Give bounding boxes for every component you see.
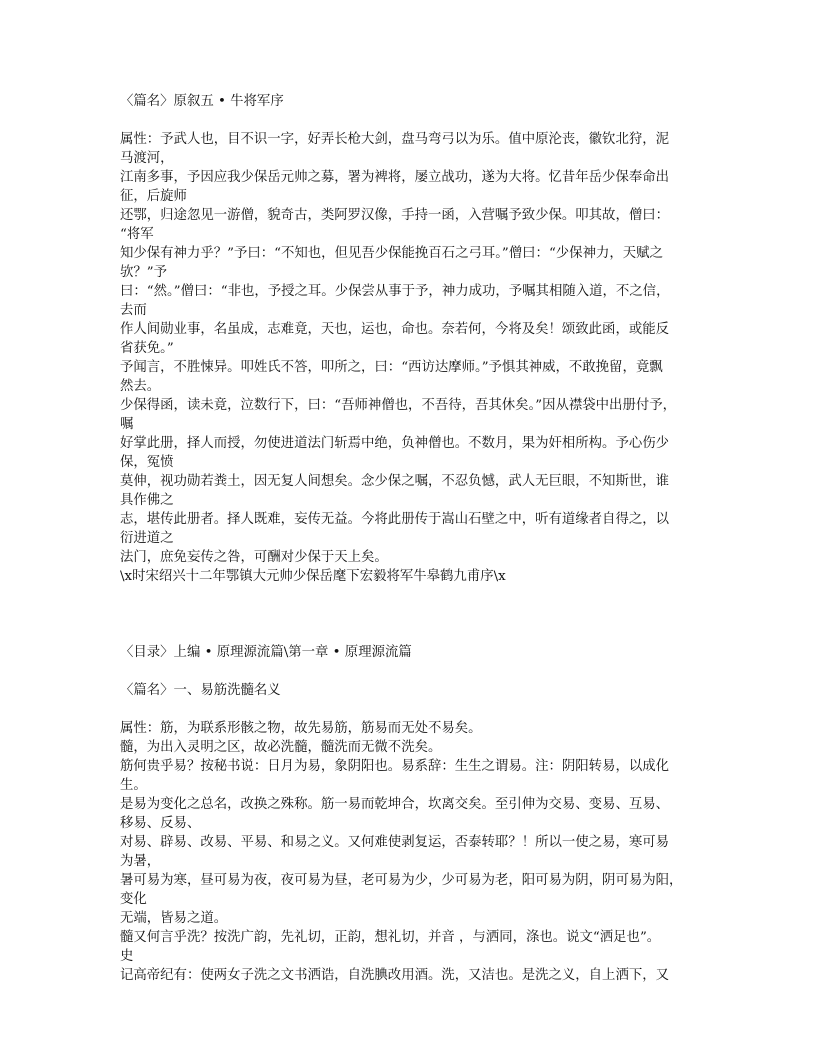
body-line: 暑可易为寒，昼可易为夜，夜可易为昼，老可易为少，少可易为老，阳可易为阴，阴可易为阳， (120, 873, 683, 888)
body-line: 马渡河， (120, 151, 174, 166)
body-line: 髓又何言乎洗？按洗广韵，先礼切，正韵，想礼切，并音 ，与洒同，涤也。说文“洒足也”。 (120, 930, 661, 945)
body-line: 法门，庶免妄传之咎，可酬对少保于天上矣。 (120, 550, 388, 565)
body-line: “将军 (120, 227, 154, 242)
document-page (120, 92, 700, 985)
section-body (120, 719, 700, 985)
body-line: 欤？”予 (120, 265, 168, 280)
body-line: 属性：筋，为联系形骸之物，故先易筋，筋易而无处不易矣。 (120, 721, 482, 736)
body-line: 记高帝纪有：使两女子洗之文书洒诰，自洗腆改用酒。洗，又洁也。是洗之义，自上洒下，又 (120, 968, 670, 983)
toc-heading: 〈目录〉上编 • 原理源流篇\第一章 • 原理源流篇 (120, 645, 412, 660)
spacer (120, 662, 700, 681)
body-line: 生。 (120, 778, 147, 793)
body-line: 予闻言，不胜悚异。叩姓氏不答，叩所之，曰：“西访达摩师。”予惧其神威，不敢挽留，竟飘 (120, 360, 663, 375)
body-line: 去而 (120, 303, 147, 318)
body-line: 史 (120, 949, 134, 964)
body-line: 具作佛之 (120, 493, 174, 508)
body-line: 属性：予武人也，目不识一字，好弄长枪大剑，盘马弯弓以为乐。值中原沦丧，徽钦北狩，泥 (120, 132, 670, 147)
spacer (120, 586, 700, 643)
section-heading: 〈篇名〉原叙五 • 牛将军序 (120, 94, 284, 109)
section-body (120, 130, 700, 586)
body-line: 还鄂，归途忽见一游僧，貌奇古，类阿罗汉像，手持一函，入营嘱予致少保。叩其故，僧曰： (120, 208, 670, 223)
body-line: 保，冤愤 (120, 455, 174, 470)
body-line: 志，堪传此册者。择人既难，妄传无益。今将此册传于嵩山石壁之中，听有道缘者自得之，以 (120, 512, 670, 527)
spacer (120, 111, 700, 130)
body-line: 筋何贵乎易？按秘书说：日月为易，象阴阳也。易系辞：生生之谓易。注：阴阳转易，以成化 (120, 759, 670, 774)
body-line: 然去。 (120, 379, 161, 394)
section-heading: 〈篇名〉一、易筋洗髓名义 (120, 683, 281, 698)
body-line: 衍进道之 (120, 531, 174, 546)
body-line: 变化 (120, 892, 147, 907)
body-line: 无端，皆易之道。 (120, 911, 228, 926)
body-line: 知少保有神力乎？”予曰：“不知也，但见吾少保能挽百石之弓耳。”僧曰：“少保神力，天赋之 (120, 246, 663, 261)
body-line: 好掌此册，择人而授，勿使进道法门斩焉中绝，负神僧也。不数月，果为奸相所构。予心伤少 (120, 436, 670, 451)
body-line: 征，后旋师 (120, 189, 187, 204)
spacer (120, 700, 700, 719)
body-line: 为暑， (120, 854, 161, 869)
body-line: 江南多事，予因应我少保岳元帅之募，署为裨将，屡立战功，遂为大将。忆昔年岳少保奉命出 (120, 170, 670, 185)
signature-line: \x时宋绍兴十二年鄂镇大元帅少保岳麾下宏毅将军牛皋鹤九甫序\x (120, 569, 506, 584)
body-line: 少保得函，读未竟，泣数行下，曰：“吾师神僧也，不吾待，吾其休矣。”因从襟袋中出册付予， (120, 398, 677, 413)
body-line: 莫伸，视功勋若粪土，因无复人间想矣。念少保之嘱，不忍负憾，武人无巨眼，不知斯世，谁 (120, 474, 670, 489)
body-line: 省获免。” (120, 341, 174, 356)
body-line: 髓，为出入灵明之区，故必洗髓，髓洗而无微不洗矣。 (120, 740, 442, 755)
body-line: 曰：“然。”僧曰：“非也，予授之耳。少保尝从事于予，神力成功，予嘱其相随入道，不之信， (120, 284, 670, 299)
body-line: 作人间勋业事，名虽成，志难竟，天也，运也，命也。奈若何，今将及矣！颂致此函，或能反 (120, 322, 670, 337)
body-line: 移易、反易、 (120, 816, 201, 831)
body-line: 对易、辟易、改易、平易、和易之义。又何难使剥复运，否泰转耶？！所以一使之易，寒可易 (120, 835, 670, 850)
body-line: 是易为变化之总名，改换之殊称。筋一易而乾坤合，坎离交矣。至引伸为交易、变易、互易、 (120, 797, 670, 812)
body-line: 嘱 (120, 417, 134, 432)
